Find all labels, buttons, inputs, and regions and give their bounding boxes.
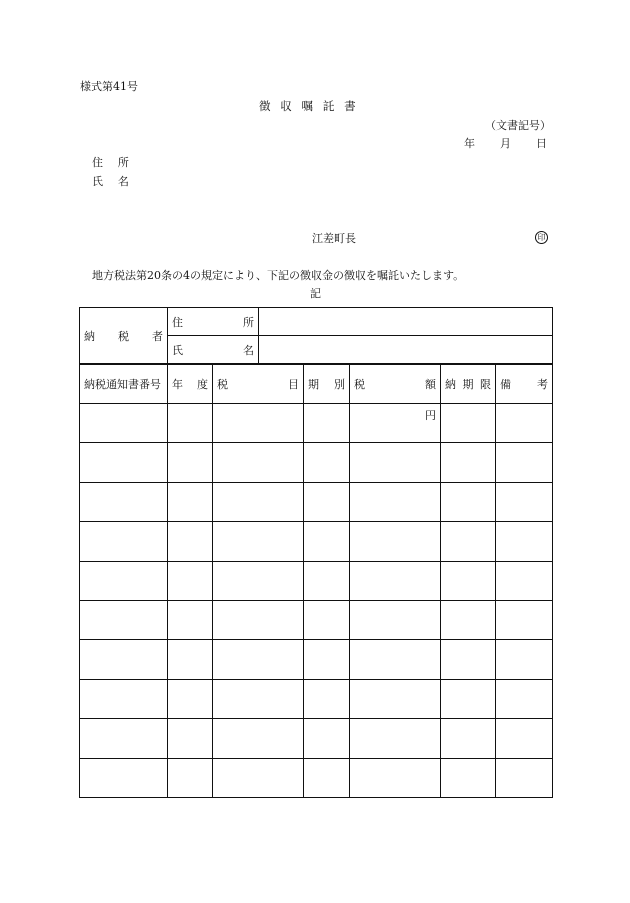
cell-item[interactable] xyxy=(213,600,304,639)
cell-notice[interactable] xyxy=(80,443,168,482)
taxpayer-address-label: 住 所 xyxy=(172,315,254,329)
cell-notice[interactable] xyxy=(80,719,168,758)
addressee-name-label: 氏名 xyxy=(92,175,144,188)
date-day-label: 日 xyxy=(536,137,547,150)
seal-mark: 印 xyxy=(535,231,548,244)
cell-term[interactable] xyxy=(304,443,350,482)
cell-item[interactable] xyxy=(213,679,304,718)
cell-due[interactable] xyxy=(441,404,496,443)
table-row xyxy=(80,482,553,521)
cell-year[interactable] xyxy=(168,679,213,718)
cell-item[interactable] xyxy=(213,561,304,600)
body-text: 地方税法第20条の4の規定により、下記の徴収金の徴収を嘱託いたします。 xyxy=(92,269,465,282)
cell-due[interactable] xyxy=(441,600,496,639)
column-header-remarks xyxy=(496,365,553,404)
cell-year[interactable] xyxy=(168,719,213,758)
table-row xyxy=(80,443,553,482)
table-row xyxy=(80,404,553,443)
cell-due[interactable] xyxy=(441,522,496,561)
taxpayer-address-label-cell xyxy=(168,308,259,336)
column-header-due xyxy=(441,365,496,404)
cell-year[interactable] xyxy=(168,758,213,797)
cell-item[interactable] xyxy=(213,758,304,797)
cell-notice[interactable] xyxy=(80,679,168,718)
cell-due[interactable] xyxy=(441,443,496,482)
cell-remarks[interactable] xyxy=(496,522,553,561)
taxpayer-table xyxy=(79,307,553,364)
form-number: 様式第41号 xyxy=(80,80,138,93)
cell-remarks[interactable] xyxy=(496,679,553,718)
cell-due[interactable] xyxy=(441,640,496,679)
cell-year[interactable] xyxy=(168,561,213,600)
cell-item[interactable] xyxy=(213,522,304,561)
currency-unit-label: 円 xyxy=(425,409,436,422)
cell-term[interactable] xyxy=(304,600,350,639)
column-header-label: 期 別 xyxy=(308,378,345,391)
cell-due[interactable] xyxy=(441,758,496,797)
column-header-label: 備 考 xyxy=(500,378,548,391)
table-row xyxy=(80,522,553,561)
cell-amount[interactable] xyxy=(350,679,441,718)
cell-item[interactable] xyxy=(213,719,304,758)
cell-term[interactable] xyxy=(304,404,350,443)
table-row xyxy=(80,561,553,600)
column-header-notice xyxy=(80,365,168,404)
cell-amount[interactable] xyxy=(350,522,441,561)
header-row xyxy=(80,365,553,404)
taxpayer-name-label-cell xyxy=(168,336,259,364)
column-header-label: 年 度 xyxy=(172,378,208,391)
cell-year[interactable] xyxy=(168,600,213,639)
document-title: 徴収嘱託書 xyxy=(259,99,366,113)
cell-notice[interactable] xyxy=(80,404,168,443)
cell-amount[interactable] xyxy=(350,600,441,639)
cell-item[interactable] xyxy=(213,482,304,521)
cell-year[interactable] xyxy=(168,404,213,443)
cell-due[interactable] xyxy=(441,561,496,600)
column-header-item xyxy=(213,365,304,404)
cell-term[interactable] xyxy=(304,561,350,600)
cell-amount[interactable] xyxy=(350,561,441,600)
cell-term[interactable] xyxy=(304,482,350,521)
column-header-label: 納 期 限 xyxy=(445,378,491,391)
cell-term[interactable] xyxy=(304,522,350,561)
taxpayer-name-label: 氏 名 xyxy=(172,343,254,357)
date-year-label: 年 xyxy=(464,137,475,150)
table-row xyxy=(80,679,553,718)
cell-due[interactable] xyxy=(441,719,496,758)
cell-notice[interactable] xyxy=(80,600,168,639)
table-row xyxy=(80,640,553,679)
cell-year[interactable] xyxy=(168,443,213,482)
cell-remarks[interactable] xyxy=(496,482,553,521)
table-row xyxy=(80,600,553,639)
cell-amount[interactable] xyxy=(350,443,441,482)
cell-amount[interactable] xyxy=(350,758,441,797)
sender-title: 江差町長 xyxy=(312,232,356,245)
cell-term[interactable] xyxy=(304,679,350,718)
cell-notice[interactable] xyxy=(80,522,168,561)
cell-year[interactable] xyxy=(168,482,213,521)
column-header-label: 税 目 xyxy=(217,378,299,391)
tax-detail-table xyxy=(79,364,553,798)
cell-due[interactable] xyxy=(441,679,496,718)
cell-amount[interactable] xyxy=(350,482,441,521)
column-header-label: 納税通知書番号 xyxy=(84,378,161,391)
cell-remarks[interactable] xyxy=(496,640,553,679)
cell-item[interactable] xyxy=(213,404,304,443)
column-header-label: 税 額 xyxy=(354,378,436,391)
cell-item[interactable] xyxy=(213,443,304,482)
column-header-term xyxy=(304,365,350,404)
cell-year[interactable] xyxy=(168,522,213,561)
cell-notice[interactable] xyxy=(80,758,168,797)
cell-remarks[interactable] xyxy=(496,758,553,797)
column-header-year xyxy=(168,365,213,404)
taxpayer-address-value[interactable] xyxy=(259,308,553,336)
date-line xyxy=(464,138,547,149)
ki-label: 記 xyxy=(310,287,321,300)
cell-notice[interactable] xyxy=(80,640,168,679)
cell-item[interactable] xyxy=(213,640,304,679)
cell-term[interactable] xyxy=(304,758,350,797)
cell-due[interactable] xyxy=(441,482,496,521)
cell-amount[interactable] xyxy=(350,640,441,679)
cell-remarks[interactable] xyxy=(496,404,553,443)
taxpayer-label-cell xyxy=(80,308,168,364)
cell-amount[interactable] xyxy=(350,719,441,758)
cell-remarks[interactable] xyxy=(496,600,553,639)
cell-remarks[interactable] xyxy=(496,561,553,600)
taxpayer-label: 納 税 者 xyxy=(84,329,163,343)
cell-amount[interactable] xyxy=(350,404,441,443)
cell-term[interactable] xyxy=(304,719,350,758)
date-month-label: 月 xyxy=(500,137,511,150)
document-number: （文書記号） xyxy=(485,119,551,132)
addressee-address-label: 住所 xyxy=(92,156,144,169)
cell-remarks[interactable] xyxy=(496,443,553,482)
cell-remarks[interactable] xyxy=(496,719,553,758)
cell-notice[interactable] xyxy=(80,482,168,521)
taxpayer-name-value[interactable] xyxy=(259,336,553,364)
cell-year[interactable] xyxy=(168,640,213,679)
cell-notice[interactable] xyxy=(80,561,168,600)
table-row xyxy=(80,758,553,797)
table-row xyxy=(80,719,553,758)
cell-term[interactable] xyxy=(304,640,350,679)
column-header-amount xyxy=(350,365,441,404)
